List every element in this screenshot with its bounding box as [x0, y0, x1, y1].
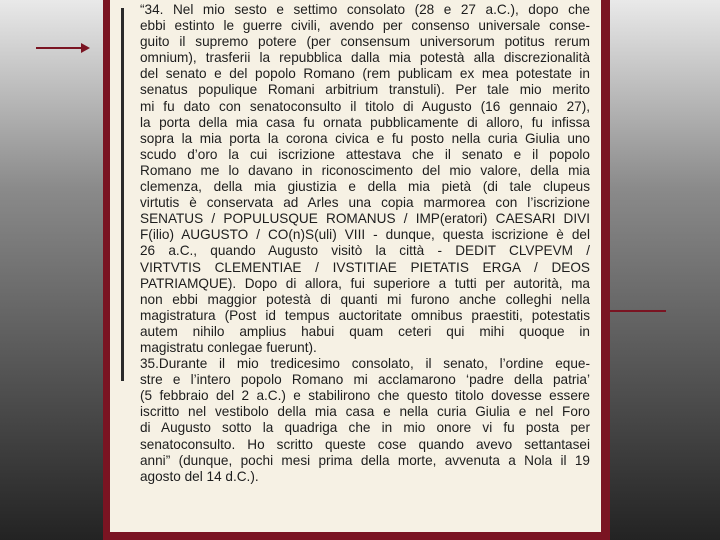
text-line: del senato e del popolo Romano (rem publicam ex mea potestate in [140, 66, 590, 82]
text-line: virtutis è conservata ad Arles una copia marmorea con l’iscrizione [140, 195, 590, 211]
text-line: F(ilio) AUGUSTO / CO(n)S(uli) VIII - dunque, questa iscrizione è del [140, 227, 590, 243]
text-line: “34. Nel mio sesto e settimo consolato (28 e 27 a.C.), dopo che [140, 2, 590, 17]
text-line: SENATUS / POPULUSQUE ROMANUS / IMP(eratori) CAESARI DIVI [140, 211, 590, 227]
text-line: agosto del 14 d.C.). [140, 468, 259, 484]
text-line: guito il supremo potere (per consensum universorum potitus rerum [140, 34, 590, 50]
text-line: sopra la mia porta la corona civica e fu posto nella curia Giulia uno [140, 130, 590, 146]
left-pointer-arrow-icon [36, 47, 88, 49]
text-line: anni” (dunque, pochi mesi prima della morte, avvenuta a Nola il 19 [140, 452, 590, 468]
text-line: (5 febbraio del 2 a.C.) e stabilirono che questo titolo dovesse essere [140, 388, 590, 404]
text-line: ebbi estinto le guerre civili, avendo per consenso universale conse- [140, 18, 590, 34]
text-line: la porta della mia casa fu ornata pubblicamente di alloro, fu infissa [140, 114, 590, 130]
text-line: autem nihilo amplius habui quam ceteri qui mihi quoque in [140, 323, 590, 339]
text-line: VIRTVTIS CLEMENTIAE / IVSTITIAE PIETATIS ERGA / DEOS [140, 259, 590, 275]
text-line: senatus populique Romani arbitrium transtuli). Per tale mio merito [140, 82, 590, 98]
text-line: stre e l’intero popolo Romano mi acclamarono ‘padre della patria’ [140, 372, 590, 388]
text-line: PATRIAMQUE). Dopo di allora, fui superiore a tutti per autorità, ma [140, 275, 590, 291]
text-line: 35.Durante il mio tredicesimo consolato, il senato, l’ordine eque- [140, 356, 590, 372]
text-line: di Augusto sotto la quadriga che in mio onore vi fu posta per [140, 420, 590, 436]
text-line: 26 a.C., quando Augusto visitò la città - DEDIT CLVPEVM / [140, 243, 590, 259]
document-frame [103, 0, 610, 540]
text-line: non ebbi maggior potestà di quanti mi furono anche colleghi nella [140, 291, 590, 307]
text-line: magistratura (Post id tempus auctoritate omnibus praestiti, potestatis [140, 307, 590, 323]
text-line: omnium), trasferii la repubblica dalla mia potestà alla discrezionalità [140, 50, 590, 66]
text-line: iscritto nel vestibolo della mia casa e nella curia Giulia e nel Foro [140, 404, 590, 420]
document-text [140, 2, 590, 485]
text-line: scudo d’oro la cui iscrizione attestava che il senato e il popolo [140, 146, 590, 162]
text-line: magistratu conlegae fuerunt). [140, 339, 317, 355]
document-page [110, 0, 601, 532]
text-line: senatoconsulto. Ho scritto queste cose quando avevo settantasei [140, 436, 590, 452]
text-line: mi fu dato con senatoconsulto il titolo di Augusto (16 gennaio 27), [140, 98, 590, 114]
text-line: clemenza, della mia giustizia e della mia pietà (di tale clupeus [140, 179, 590, 195]
text-line: Romano me lo davano in riconoscimento del mio valore, della mia [140, 162, 590, 178]
quote-margin-bar [121, 8, 124, 381]
